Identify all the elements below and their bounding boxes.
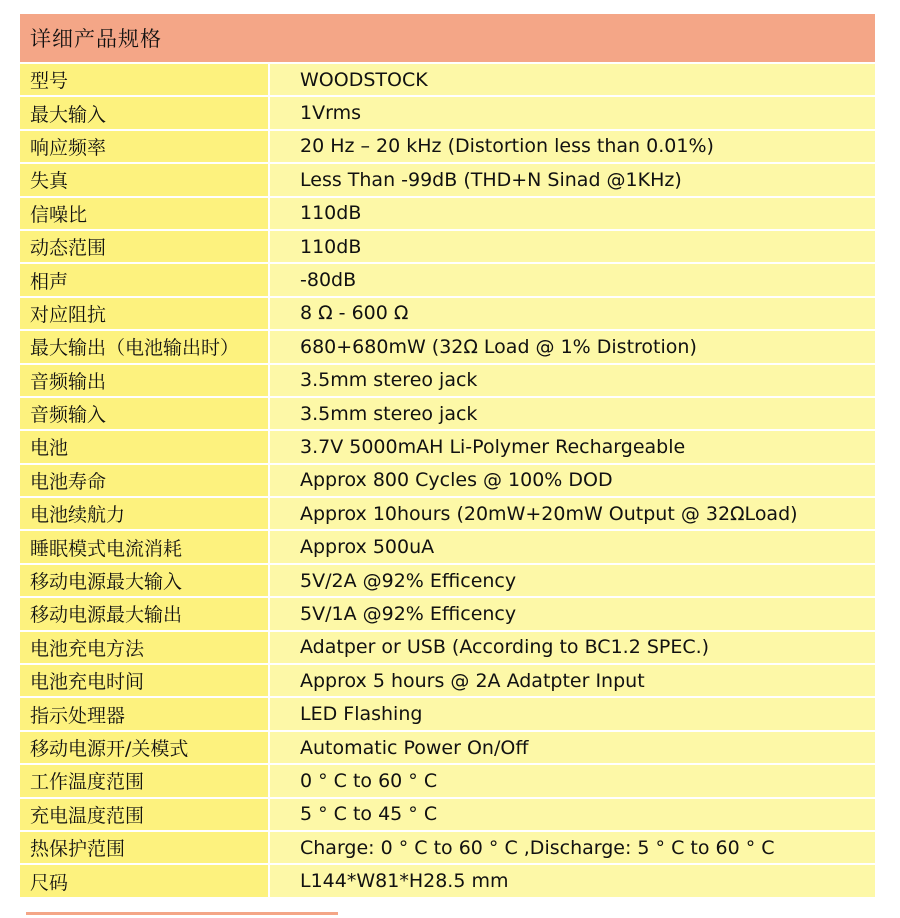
spec-label: 移动电源最大输出: [20, 598, 268, 629]
bottom-divider: [26, 912, 338, 915]
spec-label: 响应频率: [20, 131, 268, 162]
spec-label: 睡眠模式电流消耗: [20, 531, 268, 562]
table-row: [20, 765, 875, 796]
spec-label: 音频输出: [20, 365, 268, 396]
spec-label: 对应阻抗: [20, 298, 268, 329]
spec-value: Approx 10hours (20mW+20mW Output @ 32ΩLoad): [270, 498, 875, 529]
spec-value: Automatic Power On/Off: [270, 732, 875, 763]
spec-value: 5V/2A @92% Efficency: [270, 565, 875, 596]
table-row: [20, 431, 875, 462]
table-row: [20, 498, 875, 529]
spec-value: 680+680mW (32Ω Load @ 1% Distrotion): [270, 331, 875, 362]
spec-value: Approx 5 hours @ 2A Adatpter Input: [270, 665, 875, 696]
spec-value: L144*W81*H28.5 mm: [270, 865, 875, 896]
spec-label: 失真: [20, 164, 268, 195]
spec-label: 工作温度范围: [20, 765, 268, 796]
spec-value: 20 Hz – 20 kHz (Distortion less than 0.01%): [270, 131, 875, 162]
spec-value: LED Flashing: [270, 698, 875, 729]
spec-table: [20, 14, 875, 897]
table-row: [20, 131, 875, 162]
spec-value: Charge: 0 ° C to 60 ° C ,Discharge: 5 ° C to 60 ° C: [270, 832, 875, 863]
table-row: [20, 198, 875, 229]
spec-label: 电池充电方法: [20, 632, 268, 663]
spec-label: 音频输入: [20, 398, 268, 429]
table-row: [20, 698, 875, 729]
table-row: [20, 531, 875, 562]
table-row: [20, 164, 875, 195]
table-row: [20, 799, 875, 830]
spec-label: 指示处理器: [20, 698, 268, 729]
spec-label: 最大输出（电池输出时）: [20, 331, 268, 362]
spec-value: 110dB: [270, 231, 875, 262]
spec-label: 充电温度范围: [20, 799, 268, 830]
spec-value: Less Than -99dB (THD+N Sinad @1KHz): [270, 164, 875, 195]
spec-value: 5V/1A @92% Efficency: [270, 598, 875, 629]
table-row: [20, 365, 875, 396]
table-row: [20, 331, 875, 362]
table-row: [20, 565, 875, 596]
spec-rows: [20, 62, 875, 897]
spec-label: 尺码: [20, 865, 268, 896]
spec-label: 电池续航力: [20, 498, 268, 529]
table-row: [20, 398, 875, 429]
table-row: [20, 865, 875, 896]
spec-value: Approx 800 Cycles @ 100% DOD: [270, 465, 875, 496]
spec-label: 型号: [20, 64, 268, 95]
table-row: [20, 598, 875, 629]
table-row: [20, 632, 875, 663]
spec-label: 电池寿命: [20, 465, 268, 496]
spec-value: 0 ° C to 60 ° C: [270, 765, 875, 796]
table-row: [20, 732, 875, 763]
table-header: [20, 14, 875, 62]
table-row: [20, 832, 875, 863]
table-row: [20, 64, 875, 95]
spec-value: 5 ° C to 45 ° C: [270, 799, 875, 830]
spec-value: 1Vrms: [270, 97, 875, 128]
spec-label: 信噪比: [20, 198, 268, 229]
spec-label: 动态范围: [20, 231, 268, 262]
spec-label: 最大输入: [20, 97, 268, 128]
spec-label: 电池充电时间: [20, 665, 268, 696]
spec-value: Approx 500uA: [270, 531, 875, 562]
spec-value: 3.7V 5000mAH Li-Polymer Rechargeable: [270, 431, 875, 462]
spec-label: 相声: [20, 264, 268, 295]
spec-value: 110dB: [270, 198, 875, 229]
table-row: [20, 465, 875, 496]
spec-label: 热保护范围: [20, 832, 268, 863]
table-row: [20, 298, 875, 329]
table-row: [20, 665, 875, 696]
spec-label: 电池: [20, 431, 268, 462]
table-row: [20, 264, 875, 295]
table-title: 详细产品规格: [30, 27, 162, 51]
table-row: [20, 231, 875, 262]
spec-value: Adatper or USB (According to BC1.2 SPEC.): [270, 632, 875, 663]
spec-label: 移动电源开/关模式: [20, 732, 268, 763]
spec-value: 8 Ω - 600 Ω: [270, 298, 875, 329]
spec-value: 3.5mm stereo jack: [270, 365, 875, 396]
spec-value: 3.5mm stereo jack: [270, 398, 875, 429]
spec-label: 移动电源最大输入: [20, 565, 268, 596]
spec-value: -80dB: [270, 264, 875, 295]
spec-value: WOODSTOCK: [270, 64, 875, 95]
table-row: [20, 97, 875, 128]
